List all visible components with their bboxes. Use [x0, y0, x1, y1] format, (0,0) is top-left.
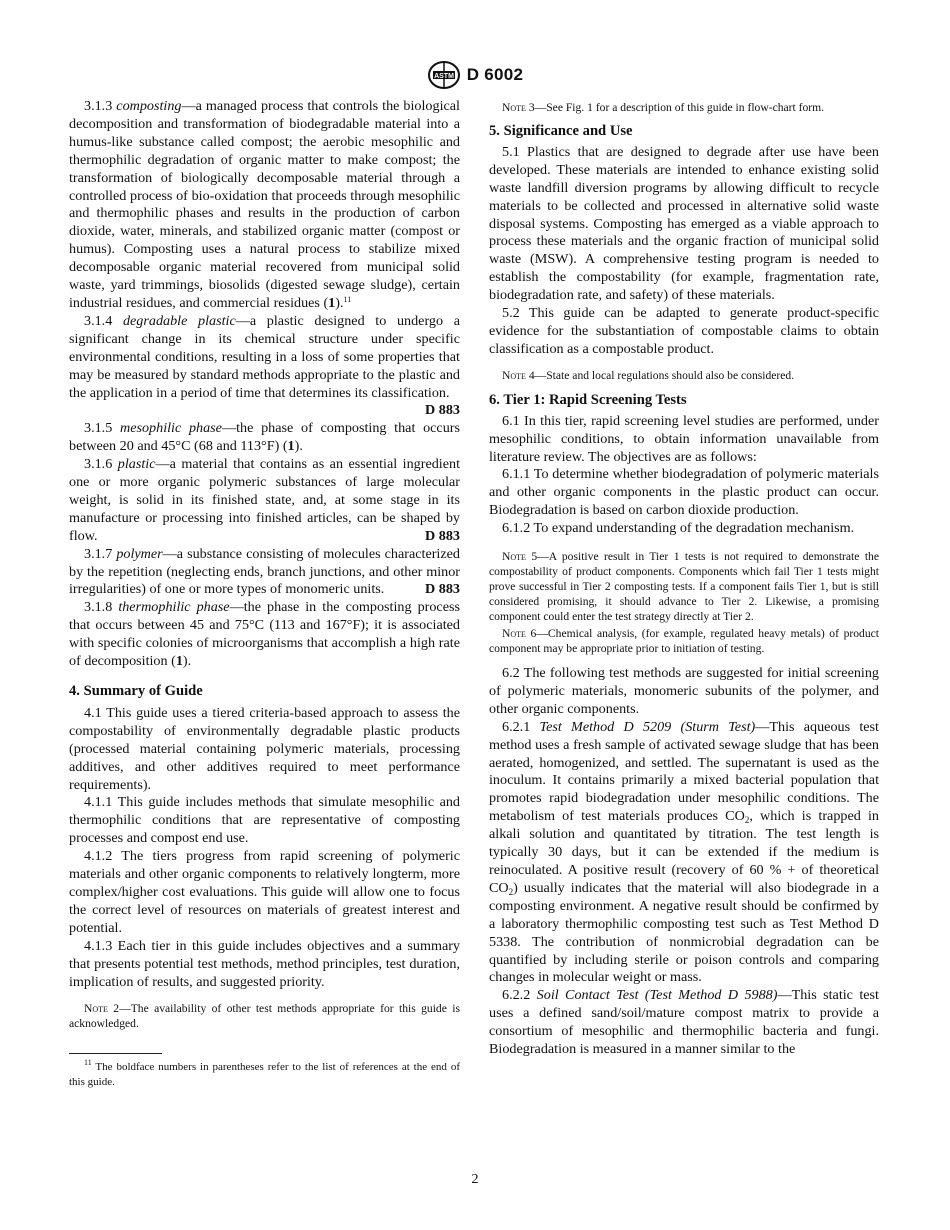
page-number: 2: [471, 1172, 479, 1187]
paragraph-5-2: 5.2 This guide can be adapted to generate product-specific evidence for the substantiation of compostable claims to obtain classification as a compostable product.: [489, 305, 879, 357]
note-4: Note 4—State and local regulations should also be considered.: [502, 368, 795, 382]
section-5-heading: 5. Significance and Use: [489, 123, 633, 139]
astm-logo-icon: [427, 60, 461, 90]
note-3: Note 3—See Fig. 1 for a description of this guide in flow-chart form.: [502, 101, 825, 114]
definition-3-1-5: 3.1.5 mesophilic phase—the phase of composting that occurs between 20 and 45°C (68 and 113°F) (1).: [69, 420, 460, 455]
paragraph-4-1: 4.1 This guide uses a tiered criteria-based approach to assess the compostability of environmentally degradable plastic products (processed material containing polymeric materials, processing additives, and other additives required to meet performance requirements).: [69, 704, 460, 793]
reference-d883: D 883: [425, 581, 460, 598]
footnote-mark: 11: [343, 294, 352, 304]
note-2: Note 2—The availability of other test methods appropriate for this guide is acknowledged.: [69, 1002, 460, 1031]
section-4-heading: 4. Summary of Guide: [69, 683, 203, 699]
note-5: Note 5—A positive result in Tier 1 tests is not required to demonstrate the compostability of product components. Components which fail Tier 1 tests might prove successful in Tier 2 composting tests. If a component fails Tier 1, but is still considered promising, it should advance to Tier 2. Likewise, a promising component could enter the test strategy directly at Tier 2.: [489, 550, 879, 624]
footnote-11: $^{11}$ The boldface numbers in parentheses refer to the list of references at the end of this guide.: [69, 1058, 460, 1089]
svg-text:ASTM: ASTM: [433, 73, 454, 80]
paragraph-6-1-2: 6.1.2 To expand understanding of the degradation mechanism.: [502, 520, 855, 537]
designation: D 6002: [466, 65, 524, 84]
definition-3-1-3: 3.1.3 composting—a managed process that controls the biological decomposition and transformation of biodegradable material into a humus-like substance called compost; the aerobic mesophilic and thermophilic degradation of organic matter to make compost; the transformation of biologically decomposable material through a controlled process of bio-oxidation that proceeds through mesophilic and thermophilic phases and results in the production of carbon dioxide, water, minerals, and stabilized organic matter (compost or humus). Composting uses a natural process to stabilize mixed decomposable organic material recovered from municipal solid waste, yard trimmings, biosolids (digested sewage sludge), certain industrial residues, and commercial residues (1).$^{11}$: [69, 98, 460, 311]
left-column: [69, 98, 460, 1090]
paragraph-6-1: 6.1 In this tier, rapid screening level studies are performed, under mesophilic conditions, to obtain information unavailable from literature review. The objectives are as follows:: [489, 412, 879, 465]
paragraph-6-2: 6.2 The following test methods are suggested for initial screening of polymeric materials, monomeric subunits of the polymer, and other organic components.: [489, 665, 879, 717]
paragraph-6-2-1: 6.2.1 Test Method D 5209 (Sturm Test)—This aqueous test method uses a fresh sample of activated sewage sludge that has been aerated, homogenized, and settled. The supernatant is used as the inoculum. It contains primarily a mixed bacterial population that promotes rapid biodegradation under mesophilic conditions. The metabolism of test materials produces $CO_2$, which is trapped in alkali solution and quantitated by titration. The test length is typically 30 days, but it can be extended if the medium is reinoculated. A positive result (recovery of 60 % + of theoretical $CO_2$) usually indicates that the material will also biodegrade in a composting environment. A negative result should be confirmed by a laboratory thermophilic composting test such as Test Method D 5338. The contribution of nonmicrobial degradation can be quantified by including sterile or poison controls and comparing changes in molecular weight or mass.: [489, 718, 879, 986]
section-6-heading: 6. Tier 1: Rapid Screening Tests: [489, 391, 687, 408]
reference-d883: D 883: [425, 527, 460, 544]
definition-3-1-6: 3.1.6 plastic—a material that contains as an essential ingredient one or more organic polymeric substances of large molecular weight, is solid in its finished state, and, at some stage in its manufacture or processing into finished articles, can be shaped by flow. D 883: [69, 456, 460, 544]
note-6: Note 6—Chemical analysis, (for example, regulated heavy metals) of product component may be appropriate prior to initiation of testing.: [489, 627, 879, 656]
footnote-rule: [69, 1053, 162, 1054]
definition-3-1-7: 3.1.7 polymer—a substance consisting of molecules characterized by the repetition (neglecting ends, branch junctions, and other minor irregularities) of one or more types of monomeric units. D 883: [69, 545, 460, 598]
paragraph-4-1-2: 4.1.2 The tiers progress from rapid screening of polymeric materials and other organic components to relatively longterm, more complex/higher cost evaluations. This guide will allow one to focus the correct level of resources on materials of greatest interest and potential.: [69, 848, 460, 936]
paragraph-4-1-3: 4.1.3 Each tier in this guide includes objectives and a summary that presents potential test methods, method principles, test duration, implication of results, and suggested priority.: [69, 937, 460, 990]
paragraph-5-1: 5.1 Plastics that are designed to degrade after use have been developed. These materials are intended to enhance existing solid waste landfill diversion programs by allowing difficult to recycle materials to be collected and processed in alternative solid waste disposal systems. Composting has emerged as a viable approach to process these materials and the organic fraction of municipal solid waste (MSW). A comprehensive testing program is needed to establish the compostability (for example, fragmentation rate, biodegradation rate, and safety) of these materials.: [489, 143, 879, 304]
paragraph-4-1-1: 4.1.1 This guide includes methods that simulate mesophilic and thermophilic conditions that are representative of composting processes and compost end use.: [69, 794, 460, 847]
definition-3-1-8: 3.1.8 thermophilic phase—the phase in the composting process that occurs between 45 and 75°C (113 and 167°F); it is associated with specific colonies of microorganisms that accomplish a high rate of decomposition (1).: [69, 599, 460, 670]
paragraph-6-2-2: 6.2.2 Soil Contact Test (Test Method D 5988)—This static test uses a defined sand/soil/mature compost matrix to provide a consortium of mesophilic and thermophilic bacteria and fungi. Biodegradation is measured in a manner similar to the: [489, 987, 879, 1058]
reference-d883: D 883: [425, 402, 460, 419]
page-header: [0, 60, 950, 90]
definition-3-1-4: 3.1.4 degradable plastic—a plastic designed to undergo a significant change in its chemical structure under specific environmental conditions, resulting in a loss of some properties that may be measured by standard methods appropriate to the plastic and the application in a period of time that determines its classification. D 883: [69, 312, 460, 419]
paragraph-6-1-1: 6.1.1 To determine whether biodegradation of polymeric materials and other organic components in the plastic product can occur. Biodegradation is based on carbon dioxide production.: [489, 466, 879, 519]
right-column: [489, 98, 879, 1059]
